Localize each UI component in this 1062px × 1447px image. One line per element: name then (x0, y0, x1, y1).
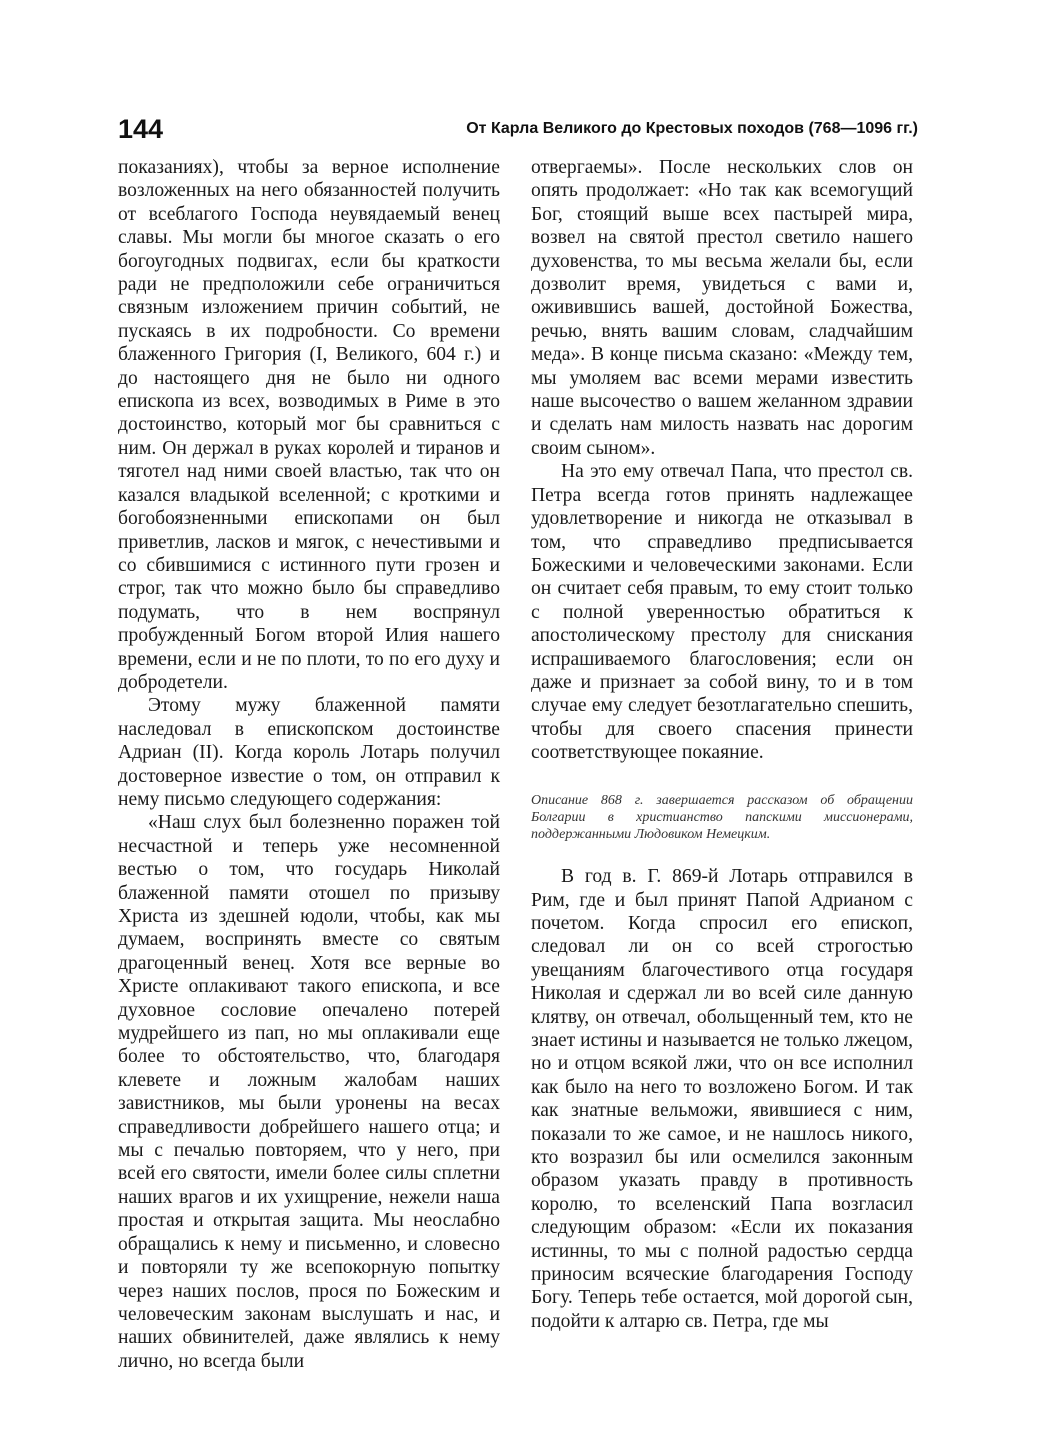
paragraph: показаниях), чтобы за верное исполнение возложенных на него обязанностей получить от всеблагого Господа неувядаемый венец славы. Мы могли бы многое сказать о его богоугодных подвигах, если бы краткости ради не предположили себе ограничиться связным изложением причин событий, не пускаясь в их подробности. Со времени блаженного Григория (I, Великого, 604 г.) и до настоящего дня не было ни одного епископа из всех, возводимых в Риме в это достоинство, который мог бы сравниться с ним. Он держал в руках королей и тиранов и тяготел над ними своей властью, так что он казался владыкой вселенной; с кроткими и богобоязненными епископами он был приветлив, ласков и мягок, с нечестивыми и со сбившимися с истинного пути грозен и строг, так что можно было бы справедливо подумать, что в нем воспрянул пробужденный Богом второй Илия нашего времени, если и не по плоти, то по его духу и добродетели. (118, 157, 500, 693)
paragraph: В год в. Г. 869-й Лотарь отправился в Рим, где и был принят Папой Адрианом с почетом. Когда спросил его епископ, следовал ли он со всей строгостью увещаниям благочестивого отца государя Николая и сдержал ли во всей силе данную клятву, он отвечал, обольщенный тем, кто не знает истины и называется не только лжецом, но и отцом всякой лжи, что он все исполнил как было на него то возложено Богом. И так как знатные вельможи, явившиеся с ним, показали то же самое, и не нашлось никого, кто возразил бы или осмелился законным образом указать правду в противность королю, то вселенский Папа возгласил следующим образом: «Если их показания истинны, то мы с полной радостью сердца приносим всяческие благодарения Господу Богу. Теперь тебе остается, мой дорогой сын, подойти к алтарю св. Петра, где мы (531, 866, 913, 1332)
paragraph: На это ему отвечал Папа, что престол св. Петра всегда готов принять надлежащее удовлетворение и никогда не отказывал в том, что справедливо предписывается Божескими и человеческими законами. Если он считает себя правым, то ему стоит только с полной уверенностью обратиться к апостолическому престолу для снискания испрашиваемого благословения; если он даже и признает за собой вину, то и в том случае ему следует безотлагательно спешить, чтобы для своего спасения принести соответствующее покаяние. (531, 461, 913, 764)
left-column (118, 156, 500, 1373)
paragraph: «Наш слух был болезненно поражен той несчастной и теперь уже несомненной вестью о том, что государь Николай блаженной памяти отошел по призыву Христа из здешней юдоли, чтобы, как мы думаем, воспринять вместе со святым драгоценный венец. Хотя все верные во Христе оплакивают такого епископа, и все духовное сословие опечалено потерей мудрейшего из пап, но мы оплакивали еще более то обстоятельство, что, благодаря клевете и ложным жалобам наших завистников, мы были уронены на весах справедливости добрейшего нашего отца; и мы с печалью повторяем, что у него, при всей его святости, имели более силы сплетни наших врагов и их ухищрение, нежели наша простая и открытая защита. Мы неослабно обращались к нему и письменно, и словесно и повторяли ту же всепокорную попытку через наших послов, прося по Божеским и человеческим законам выслушать и нас, и наших обвинителей, даже являлись к нему лично, но всегда были (118, 812, 500, 1372)
right-column (531, 156, 913, 1333)
paragraph: отвергаемы». После нескольких слов он опять продолжает: «Но так как всемогущий Бог, стоящий выше всех пастырей мира, возвел на святой престол светило нашего духовенства, то мы весьма желали бы, если дозволит время, увидеться с вами и, оживившись вашей, достойной Божества, речью, внять вашим словам, сладчайшим меда». В конце письма сказано: «Между тем, мы умоляем вас всеми мерами известить наше высочество о вашем желанном здравии и сделать нам милость назвать нас дорогим своим сыном». (531, 157, 913, 459)
editorial-note: Описание 868 г. завершается рассказом об обращении Болгарии в христианство папскими миссионерами, поддержанными Людовиком Немецким. (531, 792, 913, 842)
page-number: 144 (118, 114, 164, 144)
page-header (118, 114, 918, 148)
paragraph: Этому мужу блаженной памяти наследовал в епископском достоинстве Адриан (II). Когда король Лотарь получил достоверное известие о том, он отправил к нему письмо следующего содержания: (118, 695, 500, 810)
running-title: От Карла Великого до Крестовых походов (768—1096 гг.) (466, 120, 918, 137)
